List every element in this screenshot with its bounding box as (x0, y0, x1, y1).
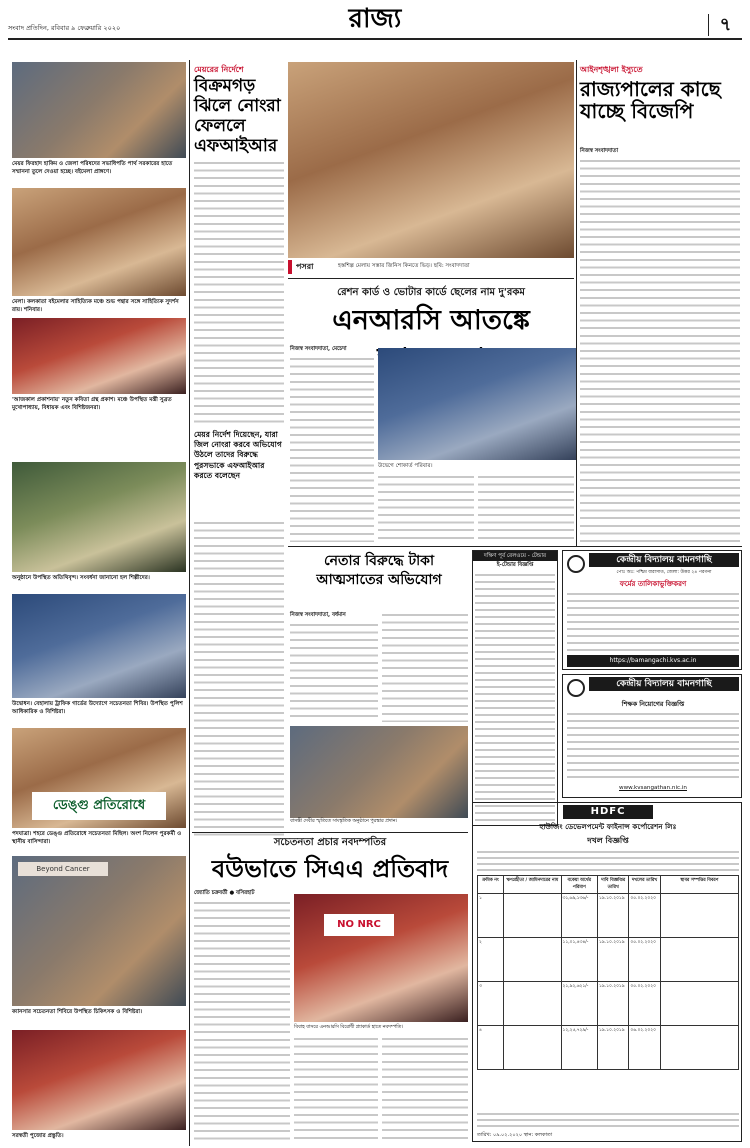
hdfc-footer: তারিখ: ০৯.০২.২০২০ স্থান: কলকাতা (477, 1132, 553, 1138)
nrc-body-col3 (478, 474, 574, 542)
cell-possession-date: ০৫.০২.২০২০ (629, 894, 660, 938)
section-rule (288, 278, 574, 279)
col-header: ক্রমিক নং (478, 876, 504, 894)
masthead (0, 0, 750, 38)
header-rule (8, 38, 742, 40)
cell-notice-date: ১৯.১০.২০১৯ (598, 894, 629, 938)
photo-caption: মেলা। কলকাতা বইমেলার সাহিত্যিক মঞ্চে শুভ পন্থার সঙ্গে সাহিত্যিক সুদর্শন রায়। শনিবার। (12, 299, 179, 313)
cell-possession-date: ০৫.০২.২০২০ (629, 938, 660, 982)
caa-kicker: সচেতনতা প্রচার নবদম্পতির (273, 837, 387, 848)
photo-caption: উদ্বেগে শোকার্ত পরিবার। (378, 463, 433, 469)
money-byline: নিজস্ব সংবাদদাতা, বর্ধমান (290, 612, 346, 618)
photo-caption: বাসন্তী দেবীর স্মৃতিতে সাংস্কৃতিক অনুষ্ঠানে পুরস্কার প্রদান। (290, 819, 398, 824)
hdfc-ad (472, 802, 742, 1142)
table-row (478, 894, 739, 938)
photo-caption: 'আজকাল প্রকাশনায়' নতুন কবিতা গ্রন্থ প্রকাশ। মঞ্চে উপস্থিত মন্ত্রী সুব্রত মুখোপাধ্যায়, বিধায়ক এবং বিশিষ্টজনরা। (12, 397, 172, 411)
photo-nrc-family (378, 348, 576, 460)
nrc-body-col1 (290, 356, 374, 542)
tender-subtitle: ই-টেন্ডার বিজ্ঞপ্তি (496, 562, 534, 568)
lake-body (194, 160, 284, 428)
cell-name (504, 982, 561, 1026)
section-rule (192, 832, 468, 833)
kv-recruitment-ad (562, 550, 742, 670)
banner-text: Beyond Cancer (18, 862, 108, 876)
tender-ad (472, 550, 558, 826)
kv-logo-icon (567, 679, 585, 697)
photo-cultural-event (12, 462, 186, 572)
col-header: দাবি বিজ্ঞপ্তির তারিখ (598, 876, 629, 894)
kv-teacher-ad (562, 674, 742, 798)
photo-book-launch (12, 318, 186, 394)
table-row (478, 982, 739, 1026)
hdfc-logo: HDFC (563, 805, 653, 819)
column-divider (189, 60, 190, 1146)
cell-notice-date: ১৯.১০.২০১৯ (598, 982, 629, 1026)
photo-book-fair (12, 188, 186, 296)
lake-subhead: মেয়র নির্দেশ দিয়েছেন, যারা জিল নোংরা করবে অভিযোগ উঠলে তাদের বিরুদ্ধে পুরসভাকে এফআইআর করতে বলেছেন (194, 430, 282, 480)
col-header: স্থাবর সম্পত্তির বিবরণ (660, 876, 738, 894)
kv-notice: ফর্মের তালিকাভুক্তিকরণ (619, 580, 687, 588)
kv-title: কেন্দ্রীয় বিদ্যালয় বামনগাছি (589, 677, 739, 691)
lake-body-continued (194, 520, 284, 840)
placard: NO NRC (324, 914, 394, 936)
table-header (478, 876, 739, 894)
page-number: ৭ (719, 14, 732, 35)
photo-caption: মেয়র ফিরহাদ হাকিম ও জেলা পরিষদের সভাধিপতি পার্থ সরকারের হাতে সম্মাননা তুলে দেওয়া হচ্ছে। বইমেলা প্রাঙ্গণে। (12, 161, 173, 175)
kv-website-link[interactable]: www.kvsangathan.nic.in (619, 785, 687, 791)
nrc-headline: এনআরসি আতঙ্কে (332, 305, 530, 336)
tender-title: দক্ষিণ পূর্ব রেলওয়ে - টেন্ডার (473, 551, 557, 561)
photo-dengue-rally (12, 728, 186, 828)
money-headline: নেতার বিরুদ্ধে টাকা আত্মসাতের অভিযোগ (316, 553, 442, 588)
kv-address: পোঃ অঃ: পশ্চিম বারাসাত, জেলা: উত্তর ২৪ পরগনা (616, 570, 712, 575)
photo-caption: পদযাত্রা। শহরে ডেঙ্গু প্রতিরোধে সচেতনতা মিছিল। অংশ নিলেন পুরকর্মী ও স্থানীয় বাসিন্দারা। (12, 831, 182, 845)
cell-possession-date: ০৫.০২.২০২০ (629, 982, 660, 1026)
hdfc-intro (477, 849, 739, 873)
cell-property (660, 894, 738, 938)
cell-name (504, 938, 561, 982)
bjp-body (580, 158, 740, 542)
hdfc-table (477, 875, 739, 1107)
cell-sn: ১ (478, 894, 504, 938)
bjp-byline: নিজস্ব সংবাদদাতা (580, 148, 619, 154)
possession-table (477, 875, 739, 1070)
kv-logo-icon (567, 555, 585, 573)
cell-amount: ২১,৯২,৬২১/- (561, 982, 598, 1026)
caa-headline: বউভাতে সিএএ প্রতিবাদ (211, 855, 449, 883)
kv-body (567, 711, 739, 781)
bjp-headline: রাজ্যপালের কাছে যাচ্ছে বিজেপি (580, 77, 721, 123)
photo-caption: উদ্বোধন। বেহালায় ট্রাফিক গার্ডের উদ্যোগে সচেতনতা শিবির। উপস্থিত পুলিশ আধিকারিক ও বিশিষ্টরা। (12, 701, 183, 715)
photo-felicitation (12, 62, 186, 158)
caa-body-col1 (194, 900, 290, 1140)
table-row (478, 938, 739, 982)
section-rule (288, 546, 742, 547)
kv-website-link[interactable]: https://bamangachi.kvs.ac.in (567, 655, 739, 667)
col-header: ঋণগ্রহীতা / জামিনদারের নাম (504, 876, 561, 894)
cell-notice-date: ১৯.১০.২০১৯ (598, 1026, 629, 1070)
lake-headline: বিক্রমগড় ঝিলে নোংরা ফেলল‍ে এফআইআর (194, 76, 281, 156)
nrc-byline: নিজস্ব সংবাদদাতা, মেচেদা (290, 346, 347, 352)
kv-notice: শিক্ষক নিয়োগের বিজ্ঞপ্তি (621, 700, 685, 708)
hdfc-company: হাউজিং ডেভেলপমেন্ট ফাইনান্স কর্পোরেশন লিঃ (539, 822, 677, 831)
caa-body-col3 (382, 1036, 468, 1140)
cell-property (660, 1026, 738, 1070)
photo-caption: বিবাহ বাসরে এনআরসি বিরোধী প্ল্যাকার্ড হাতে নবদম্পতি। (294, 1025, 403, 1030)
cell-amount: ১১,০১,৪৩৪/- (561, 938, 598, 982)
kv-body (567, 591, 739, 651)
cell-name (504, 1026, 561, 1070)
nrc-kicker: রেশন কার্ড ও ভোটার কার্ডে ছেলের নাম দু'রকম (337, 287, 525, 298)
dateline: সংবাদ প্রতিদিন, রবিবার ৯ ফেব্রুয়ারি ২০২০ (8, 24, 121, 32)
table-row (478, 1026, 739, 1070)
hdfc-notice-title: দখল বিজ্ঞপ্তি (587, 836, 629, 845)
cell-sn: ৩ (478, 982, 504, 1026)
photo-tag-box (288, 260, 334, 274)
photo-wedding-protest (294, 894, 468, 1022)
section-title: রাজ্য (348, 4, 402, 34)
cell-property (660, 938, 738, 982)
money-body-col1 (290, 622, 378, 722)
cell-possession-date: ০৬.০২.২০২০ (629, 1026, 660, 1070)
photo-police-event (12, 594, 186, 698)
cell-name (504, 894, 561, 938)
bjp-kicker: আইনশৃঙ্খলা ইস্যুতে (580, 65, 643, 74)
cell-property (660, 982, 738, 1026)
photo-caption: হস্তশিল্প মেলায় সস্তার জিনিস কিনতে ভিড়। ছবি: সংবাদদাতা (338, 263, 470, 269)
money-body-col2 (382, 612, 468, 722)
cell-amount: ৩১,৬৯,১৩৬/- (561, 894, 598, 938)
banner-text: ডেঙ্গু প্রতিরোধে (32, 792, 166, 820)
col-header: দখলের তারিখ (629, 876, 660, 894)
hdfc-terms (477, 1111, 739, 1129)
kv-title: কেন্দ্রীয় বিদ্যালয় বামনগাছি (589, 553, 739, 567)
photo-caption: অনুষ্ঠানে উপস্থিত অতিথিবৃন্দ। সংবর্ধনা জানানো হল শিল্পীদের। (12, 575, 150, 581)
cell-notice-date: ১৯.১০.২০১৯ (598, 938, 629, 982)
lake-kicker: মেয়রের নির্দেশে (194, 65, 244, 74)
photo-caption: ক্যানসার সচেতনতা শিবিরে উপস্থিত চিকিৎসক ও বিশিষ্টরা। (12, 1009, 143, 1015)
photo-handicraft-fair (288, 62, 574, 258)
column-divider (576, 60, 577, 546)
page-number-box (708, 14, 742, 36)
photo-tag: পসরা (296, 262, 314, 271)
nrc-body-col2 (378, 474, 474, 542)
cell-sn: ৪ (478, 1026, 504, 1070)
cell-amount: ১২,২৫,৭২৯/- (561, 1026, 598, 1070)
photo-saraswati-idols (12, 1030, 186, 1130)
photo-cancer-seminar (12, 856, 186, 1006)
col-header: বকেয়া অর্থের পরিমাণ (561, 876, 598, 894)
caa-body-col2 (294, 1036, 378, 1140)
tender-body (475, 572, 555, 822)
photo-award-event (290, 726, 468, 818)
caa-byline: জ্যোতি চক্রবর্তী ● বসিরহাট (194, 890, 255, 896)
cell-sn: ২ (478, 938, 504, 982)
photo-caption: সরস্বতী পুজোর প্রস্তুতি। (12, 1133, 64, 1139)
